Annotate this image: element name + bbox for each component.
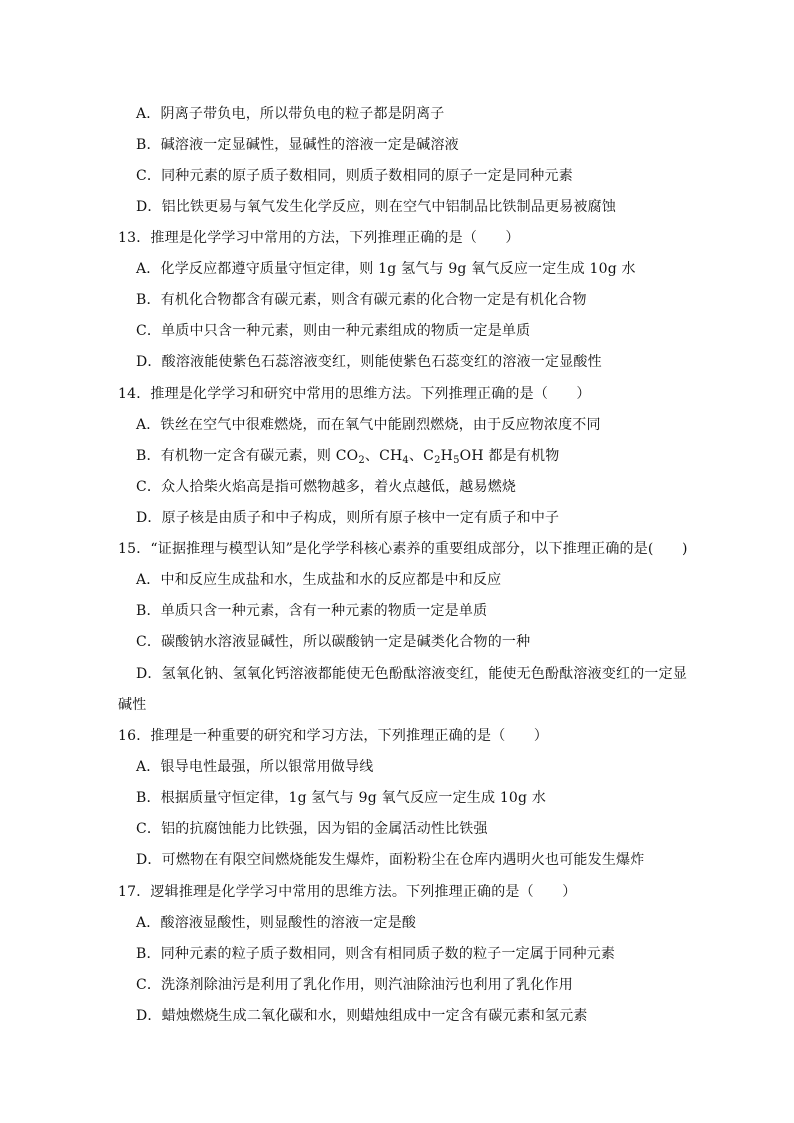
- q14-sub-2: 4: [402, 455, 409, 466]
- q16-option-a: A．银导电性最强，所以银常用做导线: [136, 759, 374, 775]
- q14-option-b-suffix: OH 都是有机物: [459, 448, 560, 464]
- q13-option-c: C．单质中只含一种元素，则由一种元素组成的物质一定是单质: [136, 323, 531, 339]
- q14-option-a: A．铁丝在空气中很难燃烧，而在氧气中能剧烈燃烧，由于反应物浓度不同: [136, 417, 601, 433]
- q17-option-c: C．洗涤剂除油污是利用了乳化作用，则汽油除油污也利用了乳化作用: [136, 977, 573, 993]
- q12-option-c: C．同种元素的原子质子数相同，则质子数相同的原子一定是同种元素: [136, 168, 573, 184]
- q17-option-a: A．酸溶液显酸性，则显酸性的溶液一定是酸: [136, 915, 417, 931]
- q15-option-a: A．中和反应生成盐和水，生成盐和水的反应都是中和反应: [136, 572, 502, 588]
- q14-sub-3: 2: [434, 455, 441, 466]
- q14-stem: 14．推理是化学学习和研究中常用的思维方法。下列推理正确的是（ ）: [118, 386, 591, 402]
- q13-stem: 13．推理是化学学习中常用的方法，下列推理正确的是（ ）: [118, 230, 520, 246]
- q13-option-d: D．酸溶液能使紫色石蕊溶液变红，则能使紫色石蕊变红的溶液一定显酸性: [136, 354, 602, 370]
- q14-sub-4: 5: [453, 455, 460, 466]
- q12-option-d: D．铝比铁更易与氧气发生化学反应，则在空气中铝制品比铁制品更易被腐蚀: [136, 199, 617, 215]
- q15-option-d-line2: 碱性: [118, 697, 147, 713]
- q15-option-d-line1: D．氢氧化钠、氢氧化钙溶液都能使无色酚酞溶液变红，能使无色酚酞溶液变红的一定显: [136, 666, 688, 682]
- q16-option-d: D．可燃物在有限空间燃烧能发生爆炸，面粉粉尘在仓库内遇明火也可能发生爆炸: [136, 852, 645, 868]
- q15-option-c: C．碳酸钠水溶液显碱性，所以碳酸钠一定是碱类化合物的一种: [136, 634, 531, 650]
- q14-option-c: C．众人拾柴火焰高是指可燃物越多，着火点越低，越易燃烧: [136, 479, 517, 495]
- q14-option-b-mid3: H: [440, 448, 454, 464]
- q12-option-b: B．碱溶液一定显碱性，显碱性的溶液一定是碱溶液: [136, 137, 459, 153]
- q16-stem: 16．推理是一种重要的研究和学习方法，下列推理正确的是（ ）: [118, 728, 549, 744]
- q12-option-a: A．阴离子带负电，所以带负电的粒子都是阴离子: [136, 106, 445, 122]
- q16-option-c: C．铝的抗腐蚀能力比铁强，因为铝的金属活动性比铁强: [136, 821, 488, 837]
- q14-option-b-mid1: 、CH: [364, 448, 403, 464]
- q14-option-b: [136, 446, 559, 466]
- q14-option-d: D．原子核是由质子和中子构成，则所有原子核中一定有质子和中子: [136, 510, 560, 526]
- q17-stem: 17．逻辑推理是化学学习中常用的思维方法。下列推理正确的是（ ）: [118, 884, 577, 900]
- q17-option-d: D．蜡烛燃烧生成二氧化碳和水，则蜡烛组成中一定含有碳元素和氢元素: [136, 1008, 588, 1024]
- q15-stem: 15．“证据推理与模型认知”是化学学科核心素养的重要组成部分，以下推理正确的是( ): [118, 541, 688, 557]
- q14-sub-1: 2: [358, 455, 365, 466]
- q13-option-b: B．有机化合物都含有碳元素，则含有碳元素的化合物一定是有机化合物: [136, 292, 587, 308]
- q14-option-b-mid2: 、C: [408, 448, 435, 464]
- q17-option-b: B．同种元素的粒子质子数相同，则含有相同质子数的粒子一定属于同种元素: [136, 946, 616, 962]
- q14-option-b-prefix: B．有机物一定含有碳元素，则 CO: [136, 448, 359, 464]
- q16-option-b: B．根据质量守恒定律，1g 氢气与 9g 氧气反应一定生成 10g 水: [136, 790, 547, 806]
- q15-option-b: B．单质只含一种元素，含有一种元素的物质一定是单质: [136, 603, 488, 619]
- q13-option-a: A．化学反应都遵守质量守恒定律，则 1g 氢气与 9g 氧气反应一定生成 10g 水: [136, 261, 636, 277]
